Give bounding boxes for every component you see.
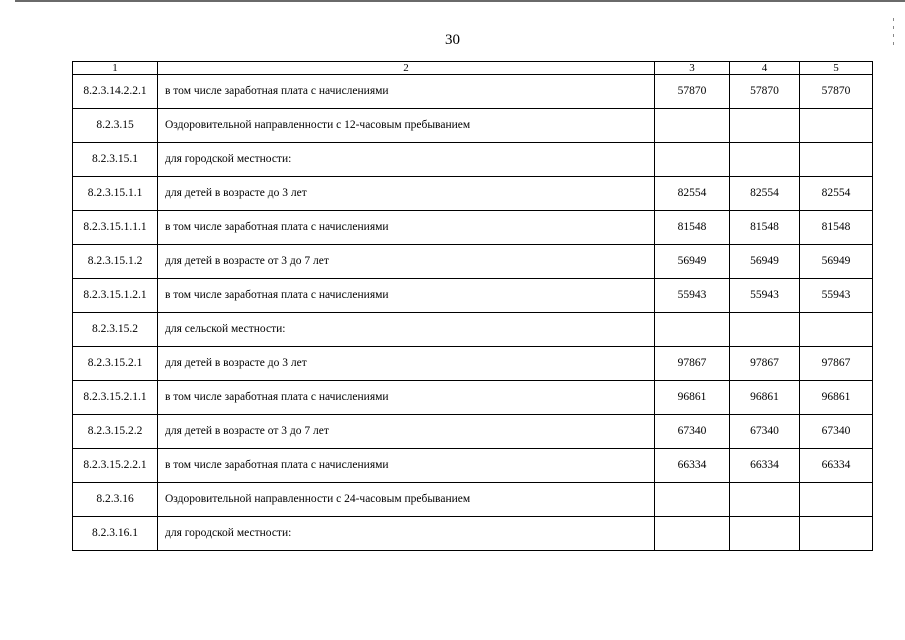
row-value-col4: 97867	[730, 347, 800, 381]
row-value-col5: 82554	[800, 177, 873, 211]
row-value-col4: 57870	[730, 75, 800, 109]
row-description-cell: для городской местности:	[158, 517, 655, 551]
row-code-cell: 8.2.3.16	[73, 483, 158, 517]
row-code-cell: 8.2.3.15.2	[73, 313, 158, 347]
row-value-col5: 67340	[800, 415, 873, 449]
row-code-cell: 8.2.3.15.1.1	[73, 177, 158, 211]
row-value-col4: 66334	[730, 449, 800, 483]
row-description-cell: в том числе заработная плата с начислениями	[158, 75, 655, 109]
row-description-cell: для детей в возрасте от 3 до 7 лет	[158, 415, 655, 449]
row-value-col5	[800, 143, 873, 177]
table-row	[73, 347, 873, 381]
row-value-col3	[655, 517, 730, 551]
row-value-col4: 55943	[730, 279, 800, 313]
table-row	[73, 279, 873, 313]
scan-top-edge-line	[15, 0, 905, 2]
row-code-cell: 8.2.3.15.1	[73, 143, 158, 177]
row-value-col4	[730, 517, 800, 551]
row-value-col3	[655, 483, 730, 517]
row-code-cell: 8.2.3.15.1.2	[73, 245, 158, 279]
header-cell-col3: 3	[655, 62, 730, 75]
row-value-col5: 81548	[800, 211, 873, 245]
row-code-cell: 8.2.3.15.2.1	[73, 347, 158, 381]
row-description-cell: для городской местности:	[158, 143, 655, 177]
row-value-col5	[800, 109, 873, 143]
row-value-col5	[800, 517, 873, 551]
row-value-col5: 56949	[800, 245, 873, 279]
row-code-cell: 8.2.3.15.2.1.1	[73, 381, 158, 415]
header-cell-col4: 4	[730, 62, 800, 75]
table-header-row	[73, 62, 873, 75]
header-cell-col1: 1	[73, 62, 158, 75]
table-body	[73, 62, 873, 551]
edge-mark	[893, 18, 894, 21]
row-value-col3: 96861	[655, 381, 730, 415]
table-row	[73, 245, 873, 279]
edge-mark	[893, 42, 894, 45]
row-value-col5: 57870	[800, 75, 873, 109]
table-row	[73, 381, 873, 415]
row-value-col3	[655, 109, 730, 143]
row-value-col4: 96861	[730, 381, 800, 415]
row-value-col5	[800, 313, 873, 347]
row-value-col3	[655, 143, 730, 177]
scan-edge-marks	[893, 18, 895, 60]
row-value-col5: 66334	[800, 449, 873, 483]
row-description-cell: Оздоровительной направленности с 24-часовым пребыванием	[158, 483, 655, 517]
edge-mark	[893, 34, 894, 37]
row-description-cell: для детей в возрасте до 3 лет	[158, 177, 655, 211]
row-value-col3: 97867	[655, 347, 730, 381]
row-description-cell: Оздоровительной направленности с 12-часовым пребыванием	[158, 109, 655, 143]
row-value-col4	[730, 313, 800, 347]
row-code-cell: 8.2.3.15.1.2.1	[73, 279, 158, 313]
row-value-col3: 66334	[655, 449, 730, 483]
row-code-cell: 8.2.3.16.1	[73, 517, 158, 551]
row-code-cell: 8.2.3.15.1.1.1	[73, 211, 158, 245]
row-value-col3: 67340	[655, 415, 730, 449]
table-row	[73, 415, 873, 449]
row-value-col3: 56949	[655, 245, 730, 279]
row-value-col3: 55943	[655, 279, 730, 313]
row-description-cell: в том числе заработная плата с начислениями	[158, 211, 655, 245]
row-value-col4: 56949	[730, 245, 800, 279]
table-row	[73, 483, 873, 517]
edge-mark	[893, 26, 894, 29]
row-value-col4	[730, 143, 800, 177]
row-description-cell: в том числе заработная плата с начислениями	[158, 279, 655, 313]
table-row	[73, 143, 873, 177]
row-value-col5: 96861	[800, 381, 873, 415]
page-number: 30	[445, 32, 460, 48]
table-row	[73, 177, 873, 211]
row-description-cell: в том числе заработная плата с начислениями	[158, 381, 655, 415]
row-value-col3: 57870	[655, 75, 730, 109]
row-code-cell: 8.2.3.15.2.2	[73, 415, 158, 449]
row-value-col4	[730, 483, 800, 517]
table-row	[73, 449, 873, 483]
row-value-col5: 55943	[800, 279, 873, 313]
row-description-cell: для детей в возрасте до 3 лет	[158, 347, 655, 381]
table-row	[73, 517, 873, 551]
row-value-col4	[730, 109, 800, 143]
row-description-cell: для детей в возрасте от 3 до 7 лет	[158, 245, 655, 279]
table-row	[73, 313, 873, 347]
row-code-cell: 8.2.3.15.2.2.1	[73, 449, 158, 483]
row-value-col5: 97867	[800, 347, 873, 381]
row-description-cell: для сельской местности:	[158, 313, 655, 347]
budget-norms-table	[72, 61, 873, 551]
header-cell-col2: 2	[158, 62, 655, 75]
table-row	[73, 75, 873, 109]
header-cell-col5: 5	[800, 62, 873, 75]
row-value-col3	[655, 313, 730, 347]
row-value-col4: 82554	[730, 177, 800, 211]
row-value-col3: 81548	[655, 211, 730, 245]
row-value-col5	[800, 483, 873, 517]
row-value-col4: 81548	[730, 211, 800, 245]
row-description-cell: в том числе заработная плата с начислениями	[158, 449, 655, 483]
row-code-cell: 8.2.3.15	[73, 109, 158, 143]
table-row	[73, 109, 873, 143]
table-row	[73, 211, 873, 245]
row-value-col3: 82554	[655, 177, 730, 211]
row-code-cell: 8.2.3.14.2.2.1	[73, 75, 158, 109]
row-value-col4: 67340	[730, 415, 800, 449]
